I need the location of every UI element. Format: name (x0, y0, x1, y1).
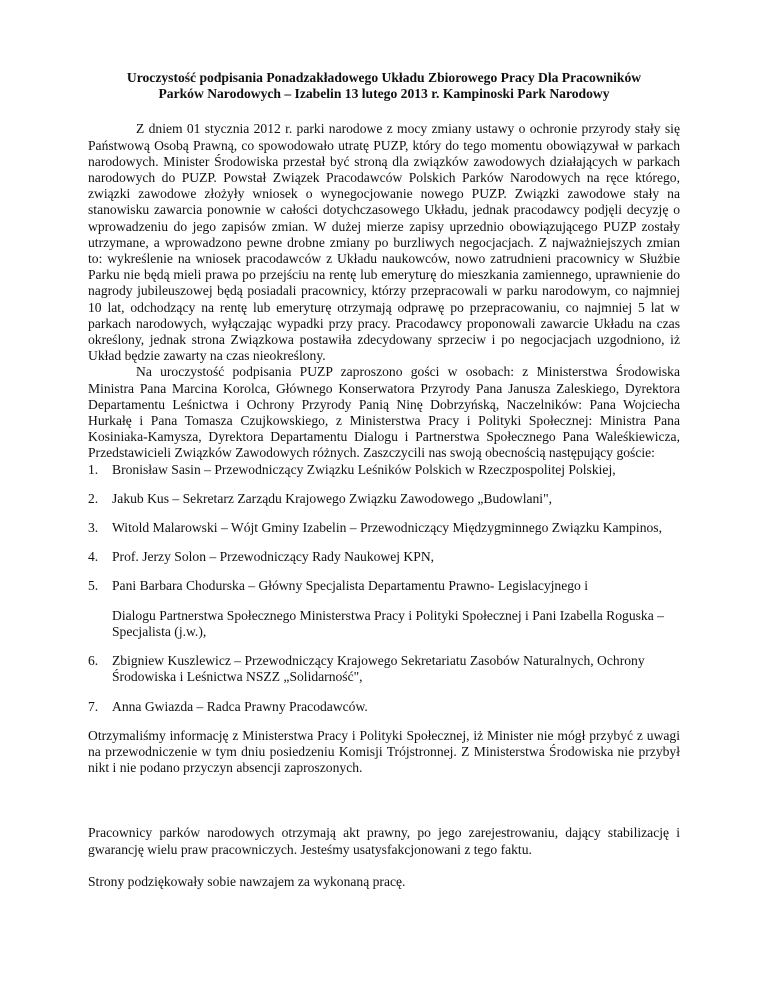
guest-text: Pani Barbara Chodurska – Główny Specjalista Departamentu Prawno- Legislacyjnego i (112, 578, 589, 594)
guest-text: Jakub Kus – Sekretarz Zarządu Krajowego Związku Zawodowego „Budowlani", (112, 490, 553, 506)
title-line-2: Parków Narodowych – Izabelin 13 lutego 2013 r. Kampinoski Park Narodowy (158, 86, 610, 102)
guest-list-item (88, 520, 680, 536)
guest-list-item (88, 699, 680, 715)
paragraph-invitations: Na uroczystość podpisania PUZP zaproszono gości w osobach: z Ministerstwa Środowiska Ministra Pana Marcina Korolca, Głównego Konserwatora Przyrody Pana Janusza Zaleskiego, Dyrektora Departamentu Leśnictwa i Ochrony Przyrody Panią Ninę Dobrzyńską, Naczelników: Pana Wojciecha Hurkałę i Pana Tomasza Czujkowskiego, z Ministerstwa Pracy i Polityki Społecznej: Ministra Pana Kosiniaka-Kamysza, Dyrektora Departamentu Dialogu i Partnerstwa Społecznego Pana Waleśkiewicza, Przedstawicieli Związków Zawodowych różnych. Zaszczycili nas swoją obecnością następujący goście: (88, 364, 680, 461)
guest-number: 5. (88, 578, 99, 594)
guest-text: Zbigniew Kuszlewicz – Przewodniczący Krajowego Sekretariatu Zasobów Naturalnych, Ochrony Środowiska i Leśnictwa NSZZ „Solidarność", (112, 653, 645, 685)
guest-list-item (88, 462, 680, 478)
guest-number: 2. (88, 490, 99, 506)
paragraph-absence: Otrzymaliśmy informację z Ministerstwa Pracy i Polityki Społecznej, iż Minister nie mógł przybyć z uwagi na przewodniczenie w tym dniu posiedzeniu Komisji Trójstronnej. Z Ministerstwa Środowiska nie przybył nikt i nie podano przyczyn absencji zaproszonych. (88, 727, 680, 776)
title-line-1: Uroczystość podpisania Ponadzakładowego Układu Zbiorowego Pracy Dla Pracowników (126, 70, 642, 85)
guest-number: 7. (88, 698, 99, 714)
paragraph-intro: Z dniem 01 stycznia 2012 r. parki narodowe z mocy zmiany ustawy o ochronie przyrody stały się Państwową Osobą Prawną, co spowodowało utratę PUZP, który do tego momentu obowiązywał w parkach narodowych. Minister Środowiska przestał być stroną dla związków zawodowych działających w parkach narodowych do PUZP. Powstał Związek Pracodawców Polskich Parków Narodowych na ręce którego, związki zawodowe złożyły wniosek o wynegocjowanie nowego PUZP. Związki zawodowe stały na stanowisku zawarcia ponownie w całości dotychczasowego Układu, jednak pracodawcy podjęli decyzję o wprowadzeniu do jego zapisów zmian. W dużej mierze zapisy uprzednio obowiązującego PUZP zostały utrzymane, a wprowadzono pewne drobne zmiany po burzliwych negocjacjach. Z najważniejszych zmian to: wykreślenie na wniosek pracodawców z Układu naukowców, nowo zatrudnieni pracownicy w Służbie Parku nie będą mieli prawa po przejściu na rentę lub emeryturę do mieszkania zamiennego, uprawnienie do nagrody jubileuszowej będą posiadali pracownicy, którzy przepracowali w parku narodowym, co najmniej 10 lat, odchodzący na rentę lub emeryturę otrzymają odprawę po przepracowaniu, co najmniej 5 lat w parkach narodowych, wyłączając wypadki przy pracy. Pracodawcy proponowali zawarcie Układu na czas określony, jednak strona Związkowa postawiła zdecydowany sprzeciw i po negocjacjach uzgodniono, iż Układ będzie zawarty na czas nieokreślony. (88, 121, 680, 364)
guest-text-continued: Dialogu Partnerstwa Społecznego Ministerstwa Pracy i Polityki Społecznej i Pani Izabella Roguska – Specjalista (j.w.), (112, 607, 664, 639)
guest-list-item (88, 578, 680, 640)
guest-list-item (88, 491, 680, 507)
document-title (88, 70, 680, 102)
guest-number: 3. (88, 520, 99, 536)
guest-text: Anna Gwiazda – Radca Prawny Pracodawców. (112, 698, 368, 714)
guest-list-item (88, 549, 680, 565)
guest-number: 1. (88, 461, 99, 477)
paragraph-thanks: Strony podziękowały sobie nawzajem za wykonaną pracę. (88, 873, 406, 889)
guest-list-item (88, 653, 680, 685)
guest-text: Prof. Jerzy Solon – Przewodniczący Rady Naukowej KPN, (112, 549, 435, 565)
guest-text: Bronisław Sasin – Przewodniczący Związku Leśników Polskich w Rzeczpospolitej Polskiej, (112, 461, 616, 477)
guest-list (88, 462, 680, 715)
guest-number: 6. (88, 653, 99, 669)
guest-text: Witold Malarowski – Wójt Gminy Izabelin – Przewodniczący Międzygminnego Związku Kampinos, (112, 520, 662, 536)
paragraph-stabilization: Pracownicy parków narodowych otrzymają akt prawny, po jego zarejestrowaniu, dający stabilizację i gwarancję wielu praw pracowniczych. Jesteśmy usatysfakcjonowani z tego faktu. (88, 825, 680, 857)
guest-number: 4. (88, 549, 99, 565)
